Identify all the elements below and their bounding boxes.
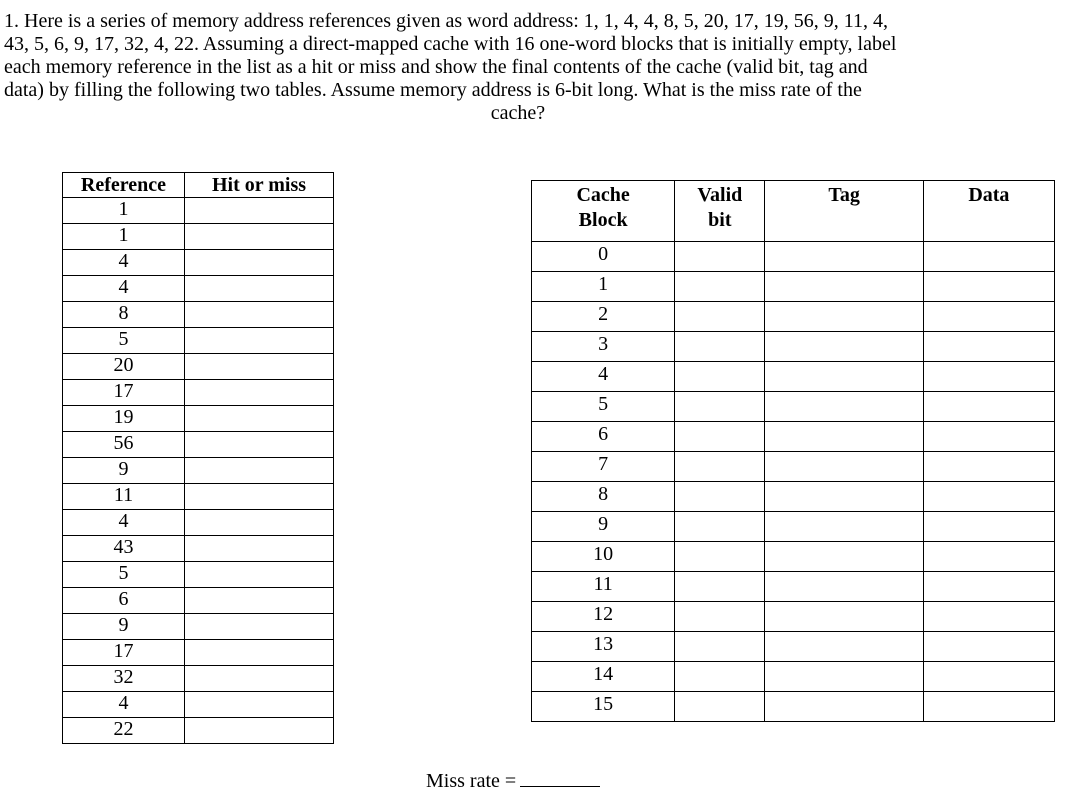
reference-cell: 43 — [63, 536, 185, 562]
cache-block-cell: 0 — [532, 242, 675, 272]
hit-or-miss-cell[interactable] — [185, 614, 334, 640]
data-cell[interactable] — [923, 482, 1054, 512]
valid-bit-cell[interactable] — [675, 422, 765, 452]
tag-cell[interactable] — [765, 242, 923, 272]
valid-bit-cell[interactable] — [675, 662, 765, 692]
tag-cell[interactable] — [765, 392, 923, 422]
data-cell[interactable] — [923, 422, 1054, 452]
reference-table-body — [63, 198, 334, 744]
hit-or-miss-cell[interactable] — [185, 692, 334, 718]
tag-cell[interactable] — [765, 632, 923, 662]
table-row — [532, 452, 1055, 482]
table-row — [63, 484, 334, 510]
hit-or-miss-cell[interactable] — [185, 562, 334, 588]
miss-rate-blank[interactable] — [520, 766, 600, 787]
cache-block-header — [532, 181, 675, 242]
hit-or-miss-cell[interactable] — [185, 432, 334, 458]
table-row — [63, 354, 334, 380]
hit-or-miss-cell[interactable] — [185, 536, 334, 562]
cache-block-cell: 8 — [532, 482, 675, 512]
hit-or-miss-cell[interactable] — [185, 224, 334, 250]
tag-cell[interactable] — [765, 692, 923, 722]
table-row — [532, 542, 1055, 572]
cache-block-header-line2: Block — [578, 209, 628, 231]
table-row — [532, 392, 1055, 422]
reference-cell: 4 — [63, 510, 185, 536]
data-cell[interactable] — [923, 692, 1054, 722]
table-row — [532, 482, 1055, 512]
valid-bit-cell[interactable] — [675, 602, 765, 632]
valid-bit-cell[interactable] — [675, 272, 765, 302]
valid-bit-cell[interactable] — [675, 452, 765, 482]
table-row — [63, 302, 334, 328]
reference-cell: 17 — [63, 640, 185, 666]
data-cell[interactable] — [923, 572, 1054, 602]
question-line: cache? — [490, 102, 546, 124]
tag-cell[interactable] — [765, 272, 923, 302]
tag-cell[interactable] — [765, 302, 923, 332]
table-row — [63, 406, 334, 432]
reference-cell: 19 — [63, 406, 185, 432]
reference-cell: 32 — [63, 666, 185, 692]
question-line: 1. Here is a series of memory address references given as word address: 1, 1, 4, 4, 8, 5, 20, 17, 19, 56, 9, 11, 4, — [4, 10, 889, 32]
valid-bit-header-line1: Valid — [697, 184, 743, 206]
table-row — [63, 614, 334, 640]
tag-header: Tag — [765, 181, 923, 242]
table-row — [63, 640, 334, 666]
data-cell[interactable] — [923, 512, 1054, 542]
reference-cell: 6 — [63, 588, 185, 614]
data-cell[interactable] — [923, 392, 1054, 422]
table-row — [63, 250, 334, 276]
cache-block-cell: 4 — [532, 362, 675, 392]
reference-cell: 17 — [63, 380, 185, 406]
hit-or-miss-cell[interactable] — [185, 666, 334, 692]
table-row — [532, 602, 1055, 632]
cache-block-cell: 9 — [532, 512, 675, 542]
cache-block-cell: 12 — [532, 602, 675, 632]
hit-or-miss-cell[interactable] — [185, 250, 334, 276]
data-cell[interactable] — [923, 662, 1054, 692]
question-text — [4, 10, 1072, 125]
valid-bit-cell[interactable] — [675, 362, 765, 392]
table-row — [532, 512, 1055, 542]
valid-bit-cell[interactable] — [675, 242, 765, 272]
question-line: each memory reference in the list as a hit or miss and show the final contents of the cache (valid bit, tag and — [4, 56, 868, 78]
miss-rate-label: Miss rate = — [426, 770, 517, 792]
table-row — [532, 302, 1055, 332]
table-row — [63, 536, 334, 562]
table-row — [532, 242, 1055, 272]
valid-bit-cell[interactable] — [675, 542, 765, 572]
data-cell[interactable] — [923, 542, 1054, 572]
data-cell[interactable] — [923, 452, 1054, 482]
data-cell[interactable] — [923, 272, 1054, 302]
table-row — [63, 224, 334, 250]
data-cell[interactable] — [923, 332, 1054, 362]
data-cell[interactable] — [923, 632, 1054, 662]
table-row — [63, 718, 334, 744]
miss-rate — [426, 766, 600, 793]
reference-cell: 4 — [63, 276, 185, 302]
cache-block-cell: 13 — [532, 632, 675, 662]
tag-cell[interactable] — [765, 362, 923, 392]
reference-cell: 20 — [63, 354, 185, 380]
table-row — [63, 692, 334, 718]
reference-cell: 1 — [63, 224, 185, 250]
cache-block-cell: 15 — [532, 692, 675, 722]
hit-or-miss-cell[interactable] — [185, 354, 334, 380]
table-row — [63, 276, 334, 302]
reference-cell: 8 — [63, 302, 185, 328]
hit-or-miss-cell[interactable] — [185, 302, 334, 328]
table-row — [532, 662, 1055, 692]
cache-block-cell: 14 — [532, 662, 675, 692]
hit-or-miss-cell[interactable] — [185, 276, 334, 302]
hit-or-miss-cell[interactable] — [185, 198, 334, 224]
hit-or-miss-cell[interactable] — [185, 718, 334, 744]
reference-cell: 56 — [63, 432, 185, 458]
reference-cell: 9 — [63, 614, 185, 640]
reference-cell: 11 — [63, 484, 185, 510]
reference-header: Reference — [63, 173, 185, 198]
valid-bit-cell[interactable] — [675, 482, 765, 512]
cache-block-cell: 5 — [532, 392, 675, 422]
table-row — [63, 510, 334, 536]
table-row — [532, 332, 1055, 362]
table-row — [63, 198, 334, 224]
tag-cell[interactable] — [765, 512, 923, 542]
reference-table — [62, 172, 334, 744]
reference-cell: 22 — [63, 718, 185, 744]
table-row — [63, 458, 334, 484]
reference-cell: 4 — [63, 692, 185, 718]
tag-cell[interactable] — [765, 662, 923, 692]
table-row — [63, 380, 334, 406]
tag-cell[interactable] — [765, 572, 923, 602]
reference-cell: 5 — [63, 328, 185, 354]
reference-cell: 4 — [63, 250, 185, 276]
cache-table — [531, 180, 1055, 722]
valid-bit-cell[interactable] — [675, 632, 765, 662]
valid-bit-cell[interactable] — [675, 332, 765, 362]
reference-cell: 1 — [63, 198, 185, 224]
valid-bit-cell[interactable] — [675, 302, 765, 332]
hit-or-miss-cell[interactable] — [185, 588, 334, 614]
data-cell[interactable] — [923, 362, 1054, 392]
table-row — [63, 328, 334, 354]
cache-block-header-line1: Cache — [576, 184, 630, 206]
table-row — [532, 362, 1055, 392]
question-line: data) by filling the following two tables. Assume memory address is 6-bit long. What is the miss rate of the — [4, 79, 862, 101]
data-cell[interactable] — [923, 302, 1054, 332]
table-row — [532, 422, 1055, 452]
reference-cell: 9 — [63, 458, 185, 484]
tag-cell[interactable] — [765, 422, 923, 452]
valid-bit-cell[interactable] — [675, 512, 765, 542]
table-row — [63, 666, 334, 692]
cache-block-cell: 11 — [532, 572, 675, 602]
valid-bit-cell[interactable] — [675, 692, 765, 722]
hit-or-miss-cell[interactable] — [185, 328, 334, 354]
table-row — [63, 562, 334, 588]
table-row — [532, 572, 1055, 602]
valid-bit-header-line2: bit — [708, 209, 732, 231]
hit-or-miss-cell[interactable] — [185, 458, 334, 484]
tag-cell[interactable] — [765, 602, 923, 632]
valid-bit-cell[interactable] — [675, 572, 765, 602]
cache-block-cell: 10 — [532, 542, 675, 572]
cache-block-cell: 1 — [532, 272, 675, 302]
table-row — [63, 588, 334, 614]
tag-cell[interactable] — [765, 482, 923, 512]
tag-cell[interactable] — [765, 542, 923, 572]
hit-or-miss-cell[interactable] — [185, 406, 334, 432]
table-row — [63, 432, 334, 458]
hit-or-miss-cell[interactable] — [185, 380, 334, 406]
cache-table-body — [532, 242, 1055, 722]
hit-or-miss-cell[interactable] — [185, 510, 334, 536]
data-header: Data — [923, 181, 1054, 242]
hit-or-miss-cell[interactable] — [185, 484, 334, 510]
table-row — [532, 632, 1055, 662]
tag-cell[interactable] — [765, 452, 923, 482]
cache-block-cell: 2 — [532, 302, 675, 332]
valid-bit-cell[interactable] — [675, 392, 765, 422]
data-cell[interactable] — [923, 602, 1054, 632]
tag-cell[interactable] — [765, 332, 923, 362]
cache-block-cell: 3 — [532, 332, 675, 362]
table-row — [532, 692, 1055, 722]
data-cell[interactable] — [923, 242, 1054, 272]
cache-block-cell: 6 — [532, 422, 675, 452]
reference-cell: 5 — [63, 562, 185, 588]
valid-bit-header — [675, 181, 765, 242]
cache-block-cell: 7 — [532, 452, 675, 482]
question-line: 43, 5, 6, 9, 17, 32, 4, 22. Assuming a direct-mapped cache with 16 one-word blocks that is initially empty, label — [4, 33, 897, 55]
hit-or-miss-cell[interactable] — [185, 640, 334, 666]
table-row — [532, 272, 1055, 302]
hit-or-miss-header: Hit or miss — [185, 173, 334, 198]
